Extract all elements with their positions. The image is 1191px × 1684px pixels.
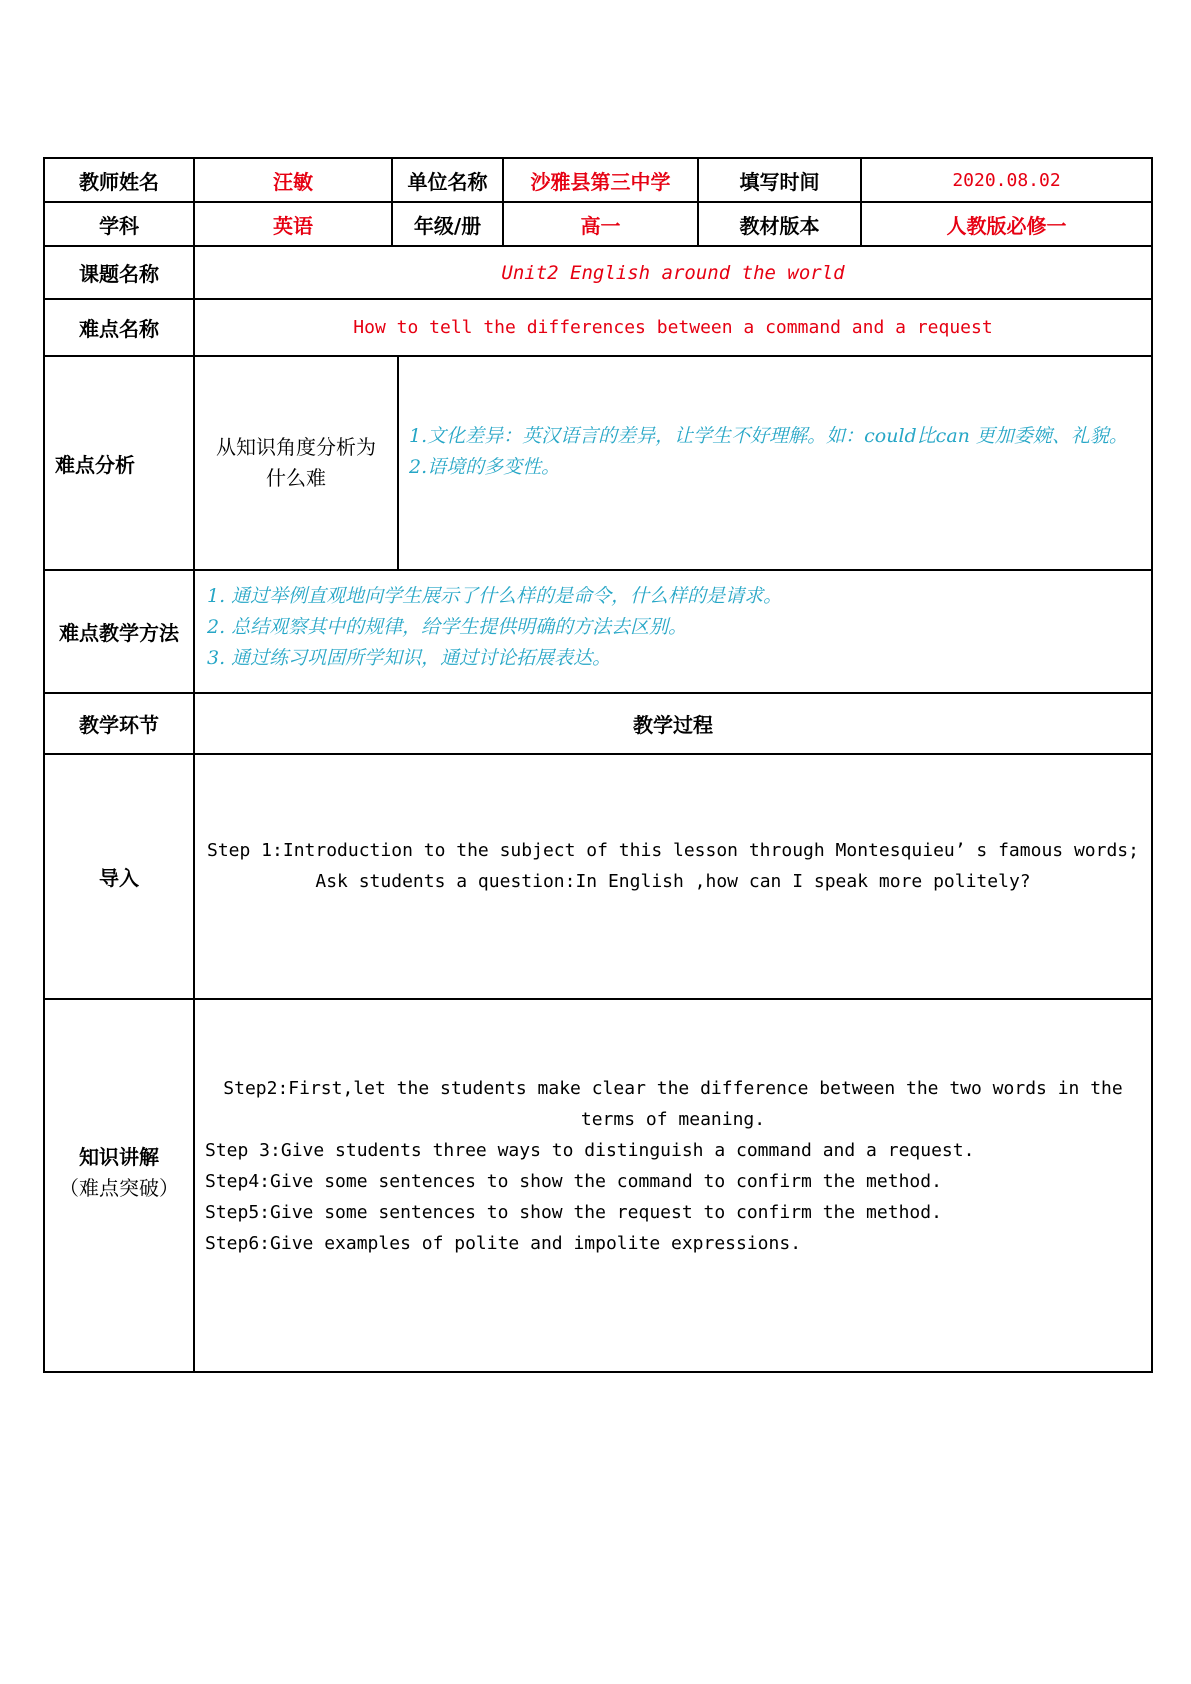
knowledge-step-line: Step 3:Give students three ways to distinguish a command and a request.	[205, 1140, 975, 1161]
intro-line: Step 1:Introduction to the subject of this lesson through Montesquieu’ s famous words;	[207, 839, 1139, 861]
difficulty-label: 难点名称	[79, 317, 159, 341]
intro-label: 导入	[99, 866, 139, 890]
analysis-value: 1.文化差异：英汉语言的差异，让学生不好理解。如：could比can 更加委婉、礼貌。2.语境的多变性。	[409, 425, 1128, 478]
textbook-value: 人教版必修一	[946, 213, 1067, 238]
methods-label: 难点教学方法	[59, 621, 179, 645]
topic-value: Unit2 English around the world	[501, 261, 845, 284]
knowledge-step-line: terms of meaning.	[580, 1109, 766, 1130]
process-header-title: 教学过程	[633, 713, 713, 737]
knowledge-step-line: Step2:First,let the students make clear the difference between the two words in the	[223, 1078, 1123, 1099]
subject-value: 英语	[273, 213, 313, 238]
teacher-value: 汪敏	[273, 169, 313, 194]
method-item: 2. 总结观察其中的规律，给学生提供明确的方法去区别。	[207, 616, 688, 638]
analysis-label: 难点分析	[55, 452, 135, 477]
process-section-label: 教学环节	[79, 713, 159, 737]
grade-label: 年级/册	[413, 213, 482, 238]
knowledge-label	[45, 1000, 193, 1371]
knowledge-label-main: 知识讲解	[79, 1144, 159, 1169]
method-item: 1. 通过举例直观地向学生展示了什么样的是命令，什么样的是请求。	[207, 585, 783, 607]
difficulty-value: How to tell the differences between a command and a request	[353, 317, 993, 338]
intro-line: Ask students a question:In English ,how can I speak more politely?	[315, 870, 1031, 892]
intro-content	[195, 755, 1151, 998]
analysis-sub-label: 从知识角度分析为什么难	[216, 435, 376, 490]
knowledge-label-sub: （难点突破）	[59, 1175, 179, 1200]
method-item: 3. 通过练习巩固所学知识，通过讨论拓展表达。	[207, 647, 612, 669]
date-label: 填写时间	[739, 169, 820, 194]
knowledge-step-line: Step6:Give examples of polite and impolite expressions.	[205, 1233, 802, 1254]
knowledge-content	[195, 1000, 1151, 1371]
topic-label: 课题名称	[79, 262, 159, 286]
subject-label: 学科	[99, 213, 139, 238]
teacher-label: 教师姓名	[79, 169, 159, 194]
knowledge-step-line: Step4:Give some sentences to show the command to confirm the method.	[205, 1171, 942, 1192]
date-value: 2020.08.02	[952, 169, 1061, 191]
unit-label: 单位名称	[407, 169, 488, 194]
lesson-plan-table	[43, 157, 1153, 1373]
methods-list	[195, 571, 1151, 692]
unit-value: 沙雅县第三中学	[530, 169, 671, 194]
textbook-label: 教材版本	[739, 213, 820, 238]
knowledge-step-line: Step5:Give some sentences to show the request to confirm the method.	[205, 1202, 942, 1223]
grade-value: 高一	[580, 213, 621, 238]
